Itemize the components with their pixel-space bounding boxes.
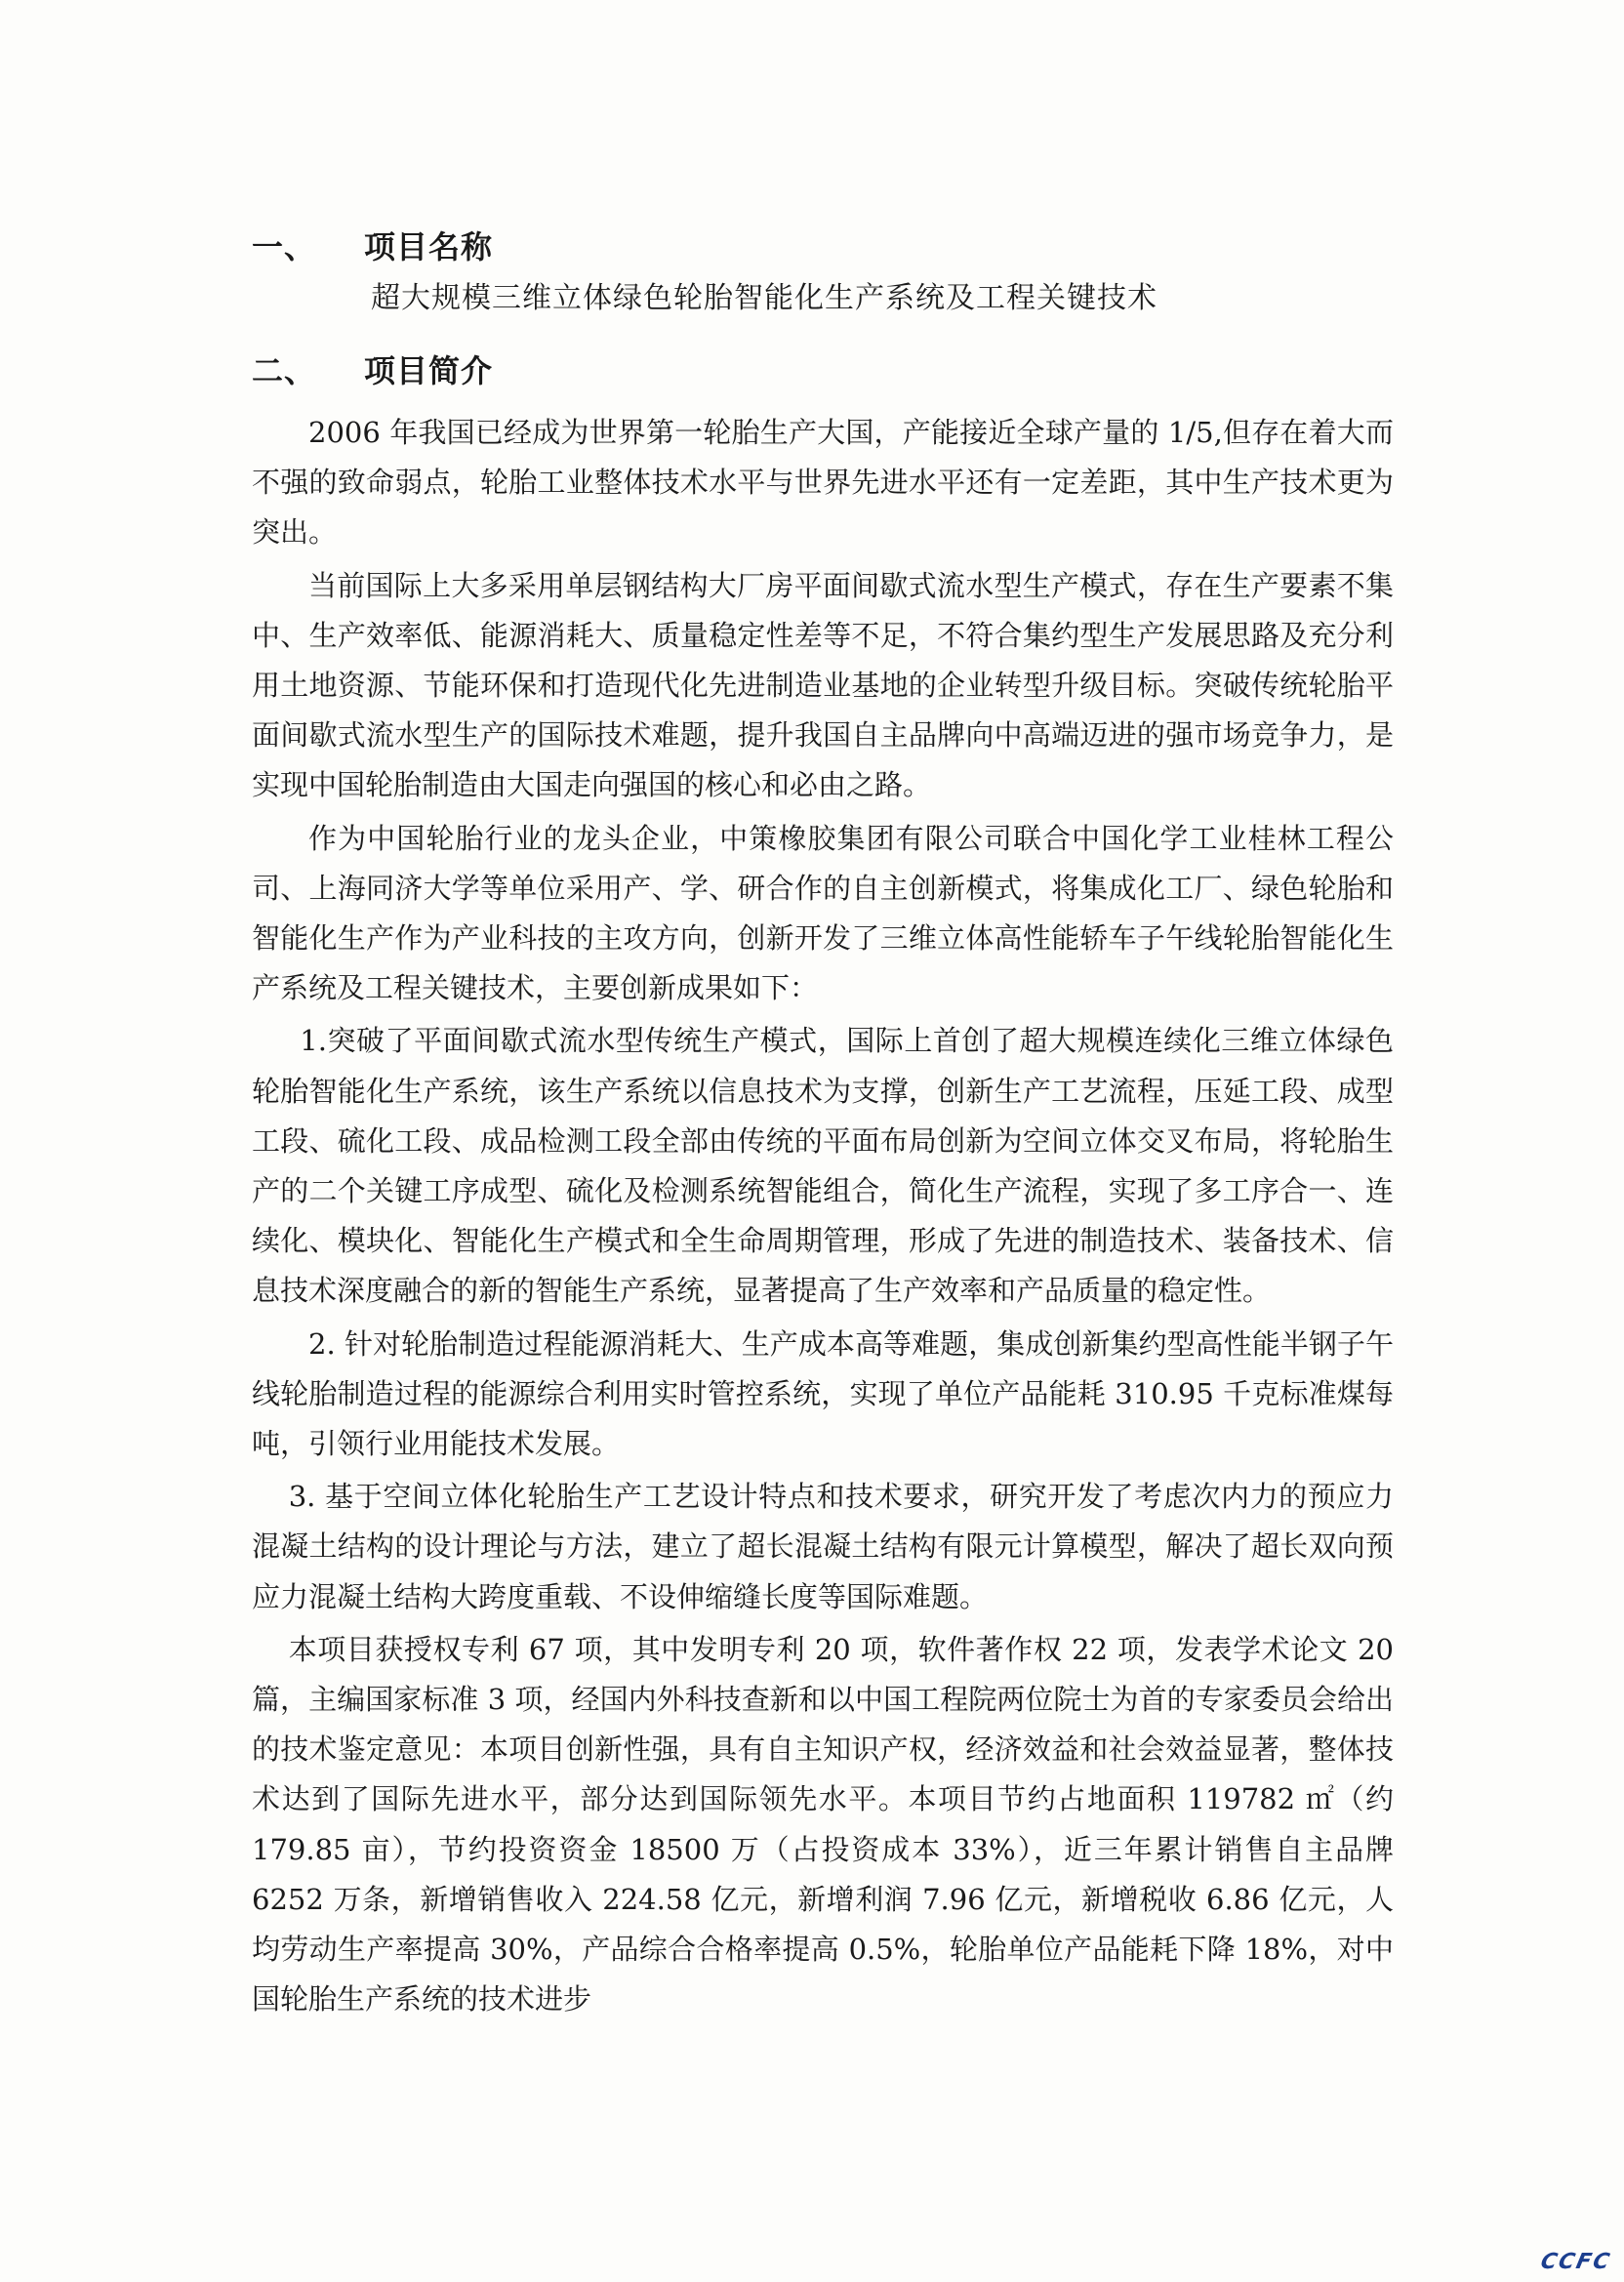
paragraph-innovation-2: 2. 针对轮胎制造过程能源消耗大、生产成本高等难题，集成创新集约型高性能半钢子午线轮胎制造过程的能源综合利用实时管控系统，实现了单位产品能耗 310.95 千克标准煤每吨，引领行业用能技术发展。 bbox=[252, 1326, 1394, 1461]
section-1-heading bbox=[252, 223, 493, 267]
section-1-title: 项目名称 bbox=[364, 228, 494, 265]
section-2-title: 项目简介 bbox=[364, 352, 494, 389]
paragraph-background: 2006 年我国已经成为世界第一轮胎生产大国，产能接近全球产量的 1/5,但存在着大而不强的致命弱点，轮胎工业整体技术水平与世界先进水平还有一定差距，其中生产技术更为突出。 bbox=[252, 416, 1394, 550]
footer-logo: CCFC bbox=[1537, 2250, 1613, 2274]
section-2-number: 二、 bbox=[252, 352, 317, 389]
section-2-heading bbox=[252, 346, 493, 391]
project-summary-body bbox=[252, 408, 1394, 2028]
paragraph-innovation-3: 3. 基于空间立体化轮胎生产工艺设计特点和技术要求，研究开发了考虑次内力的预应力混凝土结构的设计理论与方法，建立了超长混凝土结构有限元计算模型，解决了超长双向预应力混凝土结构大跨度重载、不设伸缩缝长度等国际难题。 bbox=[252, 1480, 1394, 1613]
paragraph-innovation-1: 1.突破了平面间歇式流水型传统生产模式，国际上首创了超大规模连续化三维立体绿色轮胎智能化生产系统，该生产系统以信息技术为支撑，创新生产工艺流程，压延工段、成型工段、硫化工段、成品检测工段全部由传统的平面布局创新为空间立体交叉布局，将轮胎生产的二个关键工序成型、硫化及检测系统智能组合，简化生产流程，实现了多工序合一、连续化、模块化、智能化生产模式和全生命周期管理，形成了先进的制造技术、装备技术、信息技术深度融合的新的智能生产系统，显著提高了生产效率和产品质量的稳定性。 bbox=[252, 1024, 1394, 1308]
section-1-number: 一、 bbox=[252, 228, 317, 265]
paragraph-collaboration: 作为中国轮胎行业的龙头企业，中策橡胶集团有限公司联合中国化学工业桂林工程公司、上海同济大学等单位采用产、学、研合作的自主创新模式，将集成化工厂、绿色轮胎和智能化生产作为产业科技的主攻方向，创新开发了三维立体高性能轿车子午线轮胎智能化生产系统及工程关键技术，主要创新成果如下： bbox=[252, 821, 1394, 1005]
paragraph-current-status: 当前国际上大多采用单层钢结构大厂房平面间歇式流水型生产模式，存在生产要素不集中、生产效率低、能源消耗大、质量稳定性差等不足，不符合集约型生产发展思路及充分利用土地资源、节能环保和打造现代化先进制造业基地的企业转型升级目标。突破传统轮胎平面间歇式流水型生产的国际技术难题，提升我国自主品牌向中高端迈进的强市场竞争力，是实现中国轮胎制造由大国走向强国的核心和必由之路。 bbox=[252, 568, 1394, 802]
project-name: 超大规模三维立体绿色轮胎智能化生产系统及工程关键技术 bbox=[371, 281, 1157, 315]
paragraph-achievements: 本项目获授权专利 67 项，其中发明专利 20 项，软件著作权 22 项，发表学术论文 20 篇，主编国家标准 3 项，经国内外科技查新和以中国工程院两位院士为首的专家委员会给出的技术鉴定意见：本项目创新性强，具有自主知识产权，经济效益和社会效益显著，整体技术达到了国际先进水平，部分达到国际领先水平。本项目节约占地面积 119782 ㎡（约 179.85 亩），节约投资资金 18500 万（占投资成本 33%），近三年累计销售自主品牌 6252 万条，新增销售收入 224.58 亿元，新增利润 7.96 亿元，新增税收 6.86 亿元，人均劳动生产率提高 30%，产品综合合格率提高 0.5%，轮胎单位产品能耗下降 18%，对中国轮胎生产系统的技术进步 bbox=[252, 1632, 1394, 2017]
